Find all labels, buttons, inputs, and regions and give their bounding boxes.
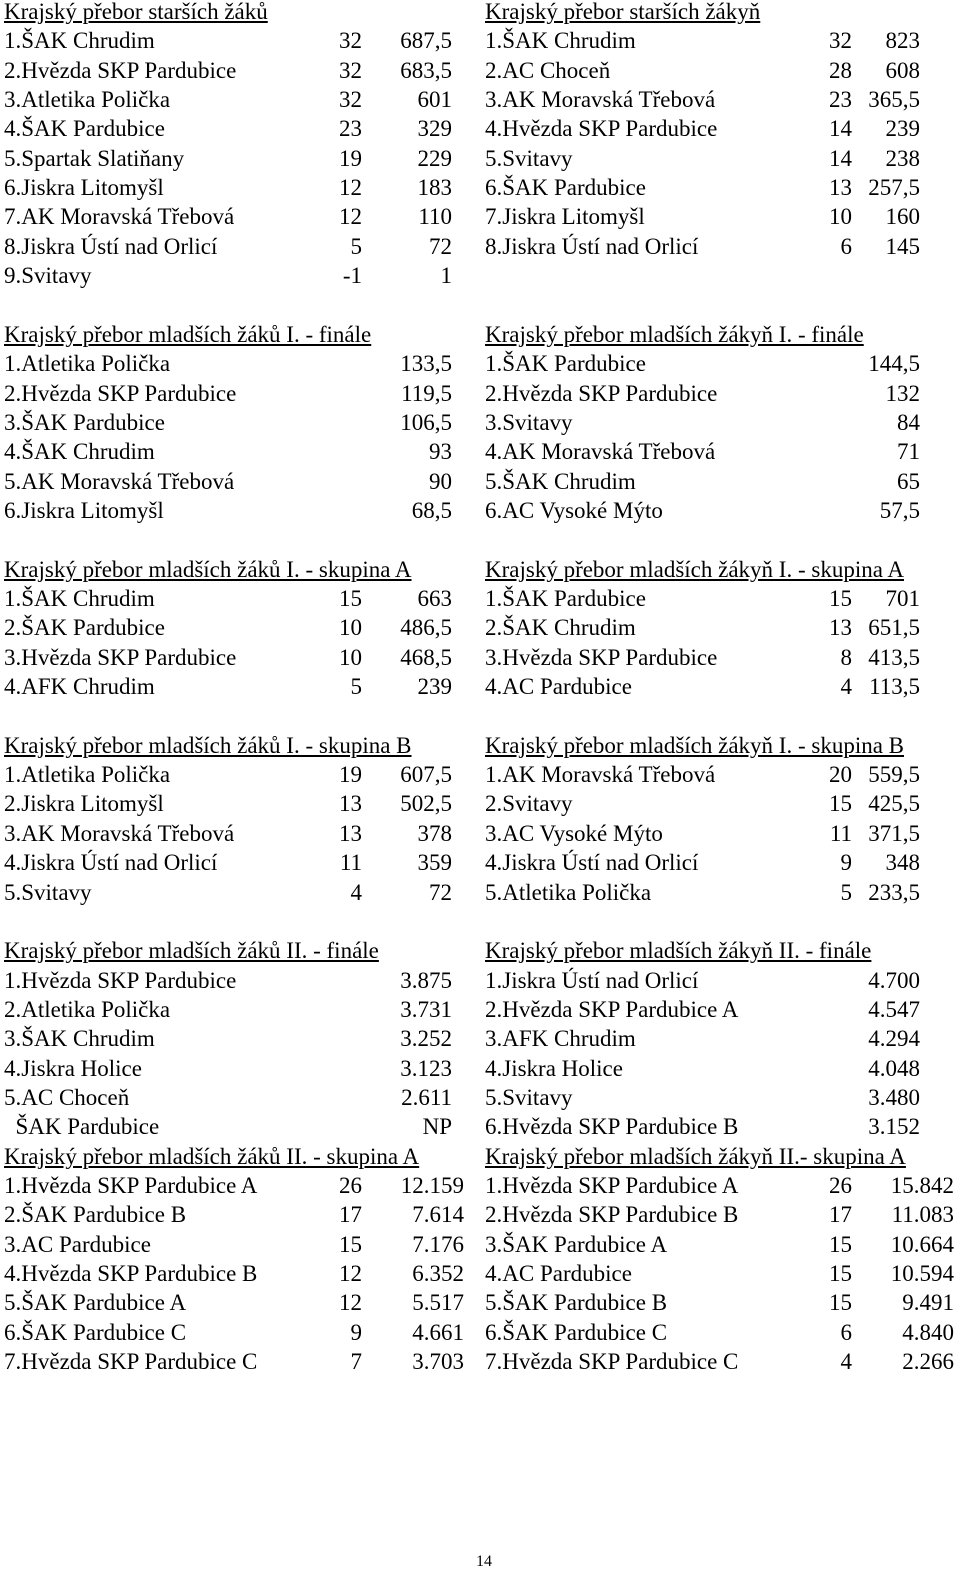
table-row <box>4 1112 474 1141</box>
table-row <box>485 379 960 408</box>
team-score: 119,5 <box>401 380 452 406</box>
team-score: 486,5 <box>400 615 452 641</box>
team-points: 14 <box>829 145 852 171</box>
section-title: Krajský přebor mladších žáků I. - skupina A <box>4 556 412 582</box>
team-points: 10 <box>829 204 852 230</box>
section-title: Krajský přebor starších žáků <box>4 0 268 24</box>
table-row <box>485 584 960 613</box>
team-name: 9.Svitavy <box>4 263 92 289</box>
team-score: 1 <box>440 263 452 289</box>
section-title: Krajský přebor mladších žáků II. - skupina A <box>4 1143 420 1169</box>
team-score: 2.611 <box>401 1084 452 1110</box>
team-name: 2.ŠAK Pardubice <box>4 615 165 641</box>
table-row <box>485 173 960 202</box>
team-points: 10 <box>339 644 362 670</box>
table-row <box>4 995 474 1024</box>
table-row <box>485 1259 960 1288</box>
team-score: 57,5 <box>879 497 920 523</box>
team-score: 11.083 <box>891 1202 954 1228</box>
team-name: 3.Hvězda SKP Pardubice <box>485 644 718 670</box>
team-score: 10.594 <box>890 1261 954 1287</box>
team-points: 32 <box>339 87 362 113</box>
section-title: Krajský přebor mladších žákyň I. - skupina B <box>485 732 905 758</box>
table-row <box>485 408 960 437</box>
table-row <box>485 1347 960 1376</box>
team-score: 144,5 <box>868 351 920 377</box>
team-name: 6.Jiskra Litomyšl <box>4 497 164 523</box>
team-name: 3.AFK Chrudim <box>485 1026 636 1052</box>
team-points: 14 <box>829 116 852 142</box>
team-points: 23 <box>339 116 362 142</box>
team-score: 425,5 <box>868 791 920 817</box>
team-score: 329 <box>417 116 452 142</box>
team-name: 3.ŠAK Pardubice A <box>485 1231 668 1257</box>
team-points: 15 <box>829 791 852 817</box>
table-row <box>485 819 960 848</box>
team-name: 3.Atletika Polička <box>4 87 171 113</box>
team-points: 6 <box>840 1319 852 1345</box>
team-score: 651,5 <box>868 615 920 641</box>
team-points: 26 <box>829 1173 852 1198</box>
team-score: 3.480 <box>868 1084 920 1110</box>
table-row <box>4 1054 474 1083</box>
team-points: 9 <box>350 1319 362 1345</box>
team-name: 8.Jiskra Ústí nad Orlicí <box>4 233 218 259</box>
team-points: 12 <box>339 175 362 201</box>
team-score: 84 <box>897 409 920 435</box>
table-row <box>4 1288 474 1317</box>
team-score: 4.661 <box>412 1319 464 1345</box>
table-row <box>4 1230 474 1259</box>
table-row <box>4 56 474 85</box>
team-points: 13 <box>829 615 852 641</box>
team-points: 20 <box>829 762 852 788</box>
team-points: 6 <box>840 233 852 259</box>
team-name: 4.Jiskra Holice <box>4 1055 142 1081</box>
team-score: 468,5 <box>400 644 452 670</box>
team-score: 5.517 <box>412 1290 464 1316</box>
team-points: 13 <box>339 791 362 817</box>
team-score: NP <box>422 1114 452 1140</box>
team-name: 6.Hvězda SKP Pardubice B <box>485 1114 739 1140</box>
team-score: 4.700 <box>868 967 920 993</box>
team-name: 5.AC Choceň <box>4 1084 130 1110</box>
table-row <box>4 408 474 437</box>
team-name: 3.AK Moravská Třebová <box>4 820 235 846</box>
team-points: 11 <box>829 820 852 846</box>
team-name: 1.ŠAK Chrudim <box>4 586 155 611</box>
team-points: 4 <box>840 1349 852 1375</box>
team-points: 15 <box>339 586 362 611</box>
team-score: 106,5 <box>400 409 452 435</box>
table-row <box>485 26 960 55</box>
team-points: 15 <box>829 1231 852 1257</box>
team-score: 110 <box>418 204 452 230</box>
table-row <box>485 966 960 995</box>
team-name: 3.Hvězda SKP Pardubice <box>4 644 237 670</box>
table-row <box>485 232 960 261</box>
team-score: 3.731 <box>400 996 452 1022</box>
team-score: 3.152 <box>868 1114 920 1140</box>
table-row <box>4 467 474 496</box>
team-score: 72 <box>429 233 452 259</box>
table-row <box>485 878 960 907</box>
team-name: 4.ŠAK Chrudim <box>4 439 155 465</box>
team-name: 1.ŠAK Chrudim <box>485 28 636 54</box>
team-name: 6.ŠAK Pardubice <box>485 175 646 201</box>
table-row <box>485 1024 960 1053</box>
team-name: 1.ŠAK Pardubice <box>485 351 646 377</box>
section-title: Krajský přebor mladších žáků I. - skupina B <box>4 732 412 758</box>
team-points: 5 <box>350 674 362 700</box>
team-name: 2.Atletika Polička <box>4 996 171 1022</box>
table-row <box>485 1112 960 1141</box>
team-score: 145 <box>885 233 920 259</box>
team-points: 17 <box>339 1202 362 1228</box>
team-points: 12 <box>339 1290 362 1316</box>
team-score: 601 <box>417 87 452 113</box>
team-score: 160 <box>885 204 920 230</box>
table-row <box>485 437 960 466</box>
team-name: 2.Hvězda SKP Pardubice <box>4 380 237 406</box>
team-points: 13 <box>829 175 852 201</box>
team-points: 9 <box>840 850 852 876</box>
team-score: 229 <box>417 145 452 171</box>
table-row <box>485 1230 960 1259</box>
team-name: 4.AC Pardubice <box>485 1261 632 1287</box>
table-row <box>4 1024 474 1053</box>
team-name: 1.Hvězda SKP Pardubice <box>4 967 237 993</box>
team-score: 9.491 <box>902 1290 954 1316</box>
table-row <box>4 672 474 701</box>
table-row <box>485 1054 960 1083</box>
team-score: 365,5 <box>868 87 920 113</box>
team-name: 7.AK Moravská Třebová <box>4 204 235 230</box>
table-row <box>485 1200 960 1229</box>
team-points: 19 <box>339 145 362 171</box>
team-name: 5.ŠAK Chrudim <box>485 468 636 494</box>
table-row <box>4 760 474 789</box>
team-points: 32 <box>339 57 362 83</box>
team-name: 3.ŠAK Chrudim <box>4 1026 155 1052</box>
team-name: 2.Hvězda SKP Pardubice A <box>485 996 739 1022</box>
team-score: 7.176 <box>412 1231 464 1257</box>
table-row <box>4 643 474 672</box>
table-row <box>4 496 474 525</box>
team-score: 4.048 <box>868 1055 920 1081</box>
table-row <box>485 349 960 378</box>
page-number: 14 <box>476 1553 492 1570</box>
team-score: 4.840 <box>902 1319 954 1345</box>
team-name: 1.ŠAK Pardubice <box>485 586 646 611</box>
team-name: 3.Svitavy <box>485 409 573 435</box>
section-title: Krajský přebor starších žákyň <box>485 0 761 24</box>
team-points: 13 <box>339 820 362 846</box>
table-row <box>4 1347 474 1376</box>
team-score: 10.664 <box>890 1231 954 1257</box>
table-row <box>485 995 960 1024</box>
team-score: 607,5 <box>400 762 452 788</box>
table-row <box>485 848 960 877</box>
team-name: 4.Hvězda SKP Pardubice B <box>4 1261 258 1287</box>
team-name: 5.Atletika Polička <box>485 879 652 905</box>
team-name: 5.AK Moravská Třebová <box>4 468 235 494</box>
team-score: 72 <box>429 879 452 905</box>
table-row <box>485 467 960 496</box>
team-name: 1.ŠAK Chrudim <box>4 28 155 54</box>
table-row <box>485 1318 960 1347</box>
team-score: 701 <box>885 586 920 611</box>
table-row <box>4 202 474 231</box>
team-name: 6.Jiskra Litomyšl <box>4 175 164 201</box>
table-row <box>4 349 474 378</box>
table-row <box>4 144 474 173</box>
team-score: 6.352 <box>412 1261 464 1287</box>
team-name: 3.ŠAK Pardubice <box>4 409 165 435</box>
team-name: 3.AC Vysoké Mýto <box>485 820 663 846</box>
team-score: 378 <box>417 820 452 846</box>
team-score: 371,5 <box>868 820 920 846</box>
team-points: 26 <box>339 1173 362 1198</box>
team-points: 15 <box>339 1231 362 1257</box>
team-score: 502,5 <box>400 791 452 817</box>
section-title: Krajský přebor mladších žákyň II. - finále <box>485 938 872 964</box>
team-points: 32 <box>829 28 852 54</box>
team-points: 8 <box>840 644 852 670</box>
team-score: 113,5 <box>869 674 920 700</box>
table-row <box>4 1318 474 1347</box>
team-name: 1.Atletika Polička <box>4 762 171 788</box>
team-name: 6.AC Vysoké Mýto <box>485 497 663 523</box>
team-name: 8.Jiskra Ústí nad Orlicí <box>485 233 699 259</box>
team-name: 4.AC Pardubice <box>485 674 632 700</box>
team-score: 3.703 <box>412 1349 464 1375</box>
team-score: 683,5 <box>400 57 452 83</box>
team-score: 3.875 <box>400 967 452 993</box>
team-name: 4.Hvězda SKP Pardubice <box>485 116 718 142</box>
team-name: 2.Hvězda SKP Pardubice <box>4 57 237 83</box>
table-row <box>4 232 474 261</box>
team-score: 7.614 <box>412 1202 464 1228</box>
section-title: Krajský přebor mladších žákyň I. - finále <box>485 321 864 347</box>
team-points: -1 <box>342 263 362 289</box>
team-name: 5.Svitavy <box>4 879 92 905</box>
team-score: 93 <box>429 439 452 465</box>
team-score: 132 <box>885 380 920 406</box>
table-row <box>485 1171 960 1200</box>
team-score: 15.842 <box>890 1173 954 1198</box>
section-title: Krajský přebor mladších žáků II. - finále <box>4 938 379 964</box>
section-title: Krajský přebor mladších žákyň II.- skupina A <box>485 1143 906 1169</box>
team-points: 4 <box>350 879 362 905</box>
team-points: 17 <box>829 1202 852 1228</box>
team-points: 4 <box>840 674 852 700</box>
team-name: 2.Svitavy <box>485 791 573 817</box>
team-score: 823 <box>885 28 920 54</box>
team-score: 257,5 <box>868 175 920 201</box>
table-row <box>485 85 960 114</box>
team-points: 10 <box>339 615 362 641</box>
section-title: Krajský přebor mladších žákyň I. - skupina A <box>485 556 905 582</box>
team-name: ŠAK Pardubice <box>4 1114 160 1140</box>
team-name: 1.Hvězda SKP Pardubice A <box>485 1173 739 1198</box>
team-name: 5.Spartak Slatiňany <box>4 145 185 171</box>
table-row <box>4 819 474 848</box>
table-row <box>4 584 474 613</box>
team-points: 19 <box>339 762 362 788</box>
table-row <box>485 56 960 85</box>
team-score: 608 <box>885 57 920 83</box>
table-row <box>485 496 960 525</box>
team-points: 5 <box>840 879 852 905</box>
team-name: 5.ŠAK Pardubice B <box>485 1290 668 1316</box>
table-row <box>4 173 474 202</box>
team-name: 3.AK Moravská Třebová <box>485 87 716 113</box>
team-name: 1.Atletika Polička <box>4 351 171 377</box>
team-name: 4.Jiskra Ústí nad Orlicí <box>4 850 218 876</box>
table-row <box>4 966 474 995</box>
table-row <box>4 26 474 55</box>
table-row <box>4 878 474 907</box>
team-score: 12.159 <box>400 1173 464 1198</box>
team-points: 5 <box>350 233 362 259</box>
team-name: 5.Svitavy <box>485 1084 573 1110</box>
team-name: 2.Jiskra Litomyšl <box>4 791 164 817</box>
table-row <box>4 613 474 642</box>
table-row <box>485 672 960 701</box>
table-row <box>485 613 960 642</box>
team-score: 133,5 <box>400 351 452 377</box>
team-points: 7 <box>350 1349 362 1375</box>
table-row <box>4 1200 474 1229</box>
team-name: 1.AK Moravská Třebová <box>485 762 716 788</box>
team-name: 2.AC Choceň <box>485 57 611 83</box>
table-row <box>485 144 960 173</box>
table-row <box>485 114 960 143</box>
team-name: 4.AFK Chrudim <box>4 674 155 700</box>
section-title: Krajský přebor mladších žáků I. - finále <box>4 321 372 347</box>
team-score: 3.252 <box>400 1026 452 1052</box>
team-points: 12 <box>339 1261 362 1287</box>
team-name: 6.ŠAK Pardubice C <box>4 1319 187 1345</box>
team-score: 238 <box>885 145 920 171</box>
table-row <box>4 85 474 114</box>
team-points: 32 <box>339 28 362 54</box>
table-row <box>4 1083 474 1112</box>
team-name: 4.Jiskra Ústí nad Orlicí <box>485 850 699 876</box>
table-row <box>4 1171 474 1200</box>
table-row <box>4 379 474 408</box>
team-name: 7.Jiskra Litomyšl <box>485 204 645 230</box>
team-name: 2.Hvězda SKP Pardubice B <box>485 1202 739 1228</box>
table-row <box>4 1259 474 1288</box>
team-score: 239 <box>885 116 920 142</box>
team-points: 15 <box>829 586 852 611</box>
team-score: 233,5 <box>868 879 920 905</box>
table-row <box>4 114 474 143</box>
team-name: 5.ŠAK Pardubice A <box>4 1290 187 1316</box>
team-points: 28 <box>829 57 852 83</box>
team-points: 23 <box>829 87 852 113</box>
table-row <box>4 789 474 818</box>
team-name: 7.Hvězda SKP Pardubice C <box>4 1349 258 1375</box>
table-row <box>485 760 960 789</box>
team-score: 2.266 <box>902 1349 954 1375</box>
team-score: 65 <box>897 468 920 494</box>
table-row <box>4 437 474 466</box>
table-row <box>4 261 474 290</box>
team-score: 183 <box>417 175 452 201</box>
team-name: 2.Hvězda SKP Pardubice <box>485 380 718 406</box>
table-row <box>485 202 960 231</box>
table-row <box>485 1288 960 1317</box>
team-score: 663 <box>417 586 452 611</box>
team-points: 15 <box>829 1261 852 1287</box>
table-row <box>485 1083 960 1112</box>
team-points: 11 <box>339 850 362 876</box>
team-score: 239 <box>417 674 452 700</box>
team-name: 1.Hvězda SKP Pardubice A <box>4 1173 258 1198</box>
team-name: 4.Jiskra Holice <box>485 1055 623 1081</box>
team-score: 71 <box>897 439 920 465</box>
team-name: 4.AK Moravská Třebová <box>485 439 716 465</box>
team-score: 3.123 <box>400 1055 452 1081</box>
team-points: 12 <box>339 204 362 230</box>
table-row <box>485 789 960 818</box>
team-name: 5.Svitavy <box>485 145 573 171</box>
team-score: 687,5 <box>400 28 452 54</box>
team-name: 2.ŠAK Chrudim <box>485 615 636 641</box>
team-name: 3.AC Pardubice <box>4 1231 151 1257</box>
team-name: 2.ŠAK Pardubice B <box>4 1202 187 1228</box>
team-points: 15 <box>829 1290 852 1316</box>
team-name: 4.ŠAK Pardubice <box>4 116 165 142</box>
team-score: 4.294 <box>868 1026 920 1052</box>
team-score: 348 <box>885 850 920 876</box>
team-score: 90 <box>429 468 452 494</box>
team-score: 4.547 <box>868 996 920 1022</box>
team-score: 68,5 <box>411 497 452 523</box>
team-name: 6.ŠAK Pardubice C <box>485 1319 668 1345</box>
team-score: 559,5 <box>868 762 920 788</box>
team-score: 359 <box>417 850 452 876</box>
table-row <box>485 643 960 672</box>
team-name: 7.Hvězda SKP Pardubice C <box>485 1349 739 1375</box>
team-name: 1.Jiskra Ústí nad Orlicí <box>485 967 699 993</box>
table-row <box>4 848 474 877</box>
team-score: 413,5 <box>868 644 920 670</box>
